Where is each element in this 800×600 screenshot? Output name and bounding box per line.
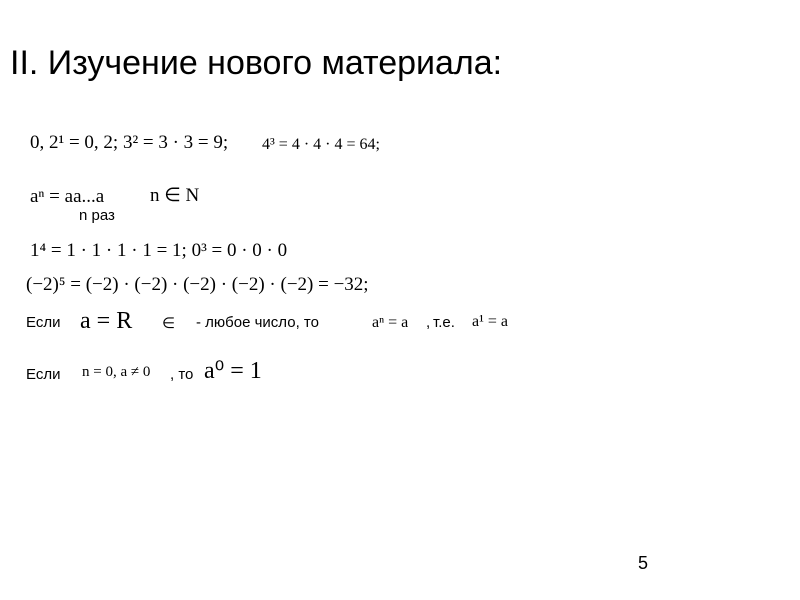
condition-a-in-r: a = R (80, 308, 133, 334)
if-label-2: Если (26, 366, 61, 383)
zero-power-rule: a⁰ = 1 (204, 358, 262, 384)
power-examples-3: 1⁴ = 1 · 1 · 1 · 1 = 1; 0³ = 0 · 0 · 0 (30, 240, 288, 261)
element-of-symbol: ∈ (162, 316, 176, 332)
slide-title: II. Изучение нового материала: (10, 44, 503, 82)
zero-power-condition: n = 0, a ≠ 0 (82, 364, 151, 380)
power-examples-4: (−2)⁵ = (−2) · (−2) · (−2) · (−2) · (−2) = −32; (26, 274, 369, 295)
that-is-label: т.е. (433, 314, 455, 331)
power-one-rule-1: aⁿ = a (372, 314, 409, 331)
power-one-rule-2: a¹ = a (472, 313, 509, 330)
if-label-1: Если (26, 314, 61, 331)
then-label: , то (170, 366, 194, 383)
comma-separator: , (426, 314, 431, 331)
natural-number-condition: n ∈ N (150, 185, 200, 206)
power-examples-1: 0, 2¹ = 0, 2; 3² = 3 · 3 = 9; (30, 132, 229, 153)
power-definition: aⁿ = aa...a (30, 186, 105, 207)
power-examples-2: 4³ = 4 · 4 · 4 = 64; (262, 136, 380, 153)
n-times-note: n раз (79, 207, 115, 224)
page-number: 5 (637, 553, 648, 573)
any-number-text: - любое число, то (196, 314, 319, 331)
